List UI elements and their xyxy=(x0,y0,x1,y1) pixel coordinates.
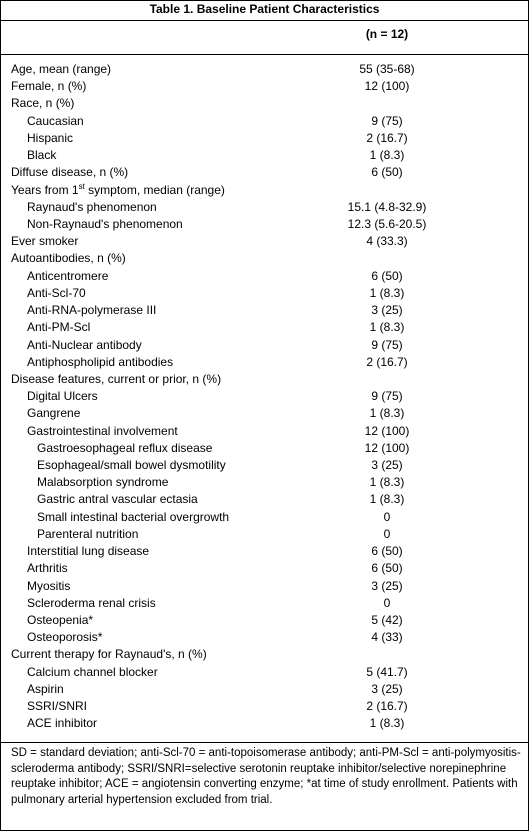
row-value: 3 (25) xyxy=(371,578,403,593)
table-row xyxy=(1,612,528,629)
row-label: Gastrointestinal involvement xyxy=(27,423,178,438)
row-value: 12.3 (5.6-20.5) xyxy=(347,216,427,231)
row-label: Gastroesophageal reflux disease xyxy=(37,440,213,455)
row-label: Black xyxy=(27,148,57,163)
row-value: 3 (25) xyxy=(371,303,403,318)
row-label: Parenteral nutrition xyxy=(37,526,139,541)
row-value: 1 (8.3) xyxy=(369,320,405,335)
row-label: ACE inhibitor xyxy=(27,716,98,731)
row-value: 5 (42) xyxy=(371,613,403,627)
row-value: 3 (25) xyxy=(371,458,403,473)
table-row xyxy=(1,681,528,698)
column-header-n: (n = 12) xyxy=(365,27,409,41)
footnote-divider xyxy=(1,742,528,743)
table-row xyxy=(1,388,528,405)
row-value: 9 (75) xyxy=(371,337,403,352)
row-label: Age, mean (range) xyxy=(11,62,112,76)
row-label: Race, n (%) xyxy=(11,96,75,111)
row-value: 1 (8.3) xyxy=(369,716,405,731)
table-row xyxy=(1,509,528,526)
table-row xyxy=(1,147,528,164)
row-label: Osteoporosis* xyxy=(27,630,103,645)
row-label: Interstitial lung disease xyxy=(27,544,150,559)
row-label: Malabsorption syndrome xyxy=(37,475,169,490)
row-label: Anti-Scl-70 xyxy=(27,285,86,300)
row-label: Caucasian xyxy=(27,113,84,128)
row-value: 3 (25) xyxy=(371,681,403,696)
row-value: 9 (75) xyxy=(371,389,403,404)
row-label: Antiphospholipid antibodies xyxy=(27,354,174,369)
table-row xyxy=(1,182,528,199)
row-label: Diffuse disease, n (%) xyxy=(11,165,129,180)
table-row xyxy=(1,95,528,112)
table-row xyxy=(1,629,528,646)
row-label: Osteopenia* xyxy=(27,613,94,627)
row-label: Anti-PM-Scl xyxy=(27,320,91,335)
row-value: 1 (8.3) xyxy=(369,406,405,421)
row-label: Hispanic xyxy=(27,130,74,145)
table-row xyxy=(1,526,528,543)
table-row xyxy=(1,423,528,440)
table-row xyxy=(1,405,528,422)
row-value: 4 (33) xyxy=(371,630,403,645)
row-value: 1 (8.3) xyxy=(369,148,405,163)
table-row xyxy=(1,113,528,130)
table-row xyxy=(1,474,528,491)
row-label: Current therapy for Raynaud's, n (%) xyxy=(11,647,207,662)
table-row xyxy=(1,199,528,216)
row-label: Esophageal/small bowel dysmotility xyxy=(37,458,226,473)
table-row xyxy=(1,302,528,319)
row-label: Gastric antral vascular ectasia xyxy=(37,492,198,507)
row-value: 12 (100) xyxy=(364,79,410,94)
row-value: 6 (50) xyxy=(371,165,403,180)
row-label: Gangrene xyxy=(27,406,81,421)
table-row xyxy=(1,371,528,388)
row-value: 4 (33.3) xyxy=(366,234,408,249)
row-value: 55 (35-68) xyxy=(359,62,415,76)
table-row xyxy=(1,664,528,681)
table-row xyxy=(1,715,528,732)
row-label: Anticentromere xyxy=(27,268,109,283)
table-row xyxy=(1,491,528,508)
row-value: 12 (100) xyxy=(364,423,410,438)
row-value: 5 (41.7) xyxy=(366,664,408,679)
table-row xyxy=(1,61,528,78)
table-row xyxy=(1,440,528,457)
row-label: Female, n (%) xyxy=(11,79,87,94)
row-value: 1 (8.3) xyxy=(369,285,405,300)
row-value: 15.1 (4.8-32.9) xyxy=(347,199,427,214)
row-label: Autoantibodies, n (%) xyxy=(11,251,126,266)
table-row xyxy=(1,268,528,285)
table-footnote: SD = standard deviation; anti-Scl-70 = anti-topoisomerase antibody; anti-PM-Scl = anti-polymyositis-scleroderma antibody; SSRI/SNRI=selective serotonin reuptake inhibitor/selective norepinephrine reuptake inhibitor; ACE = angiotensin converting enzyme; *at time of study enrollment. Patients with pulmonary arterial hypertension excluded from trial. xyxy=(11,747,521,806)
table-row xyxy=(1,578,528,595)
table-row xyxy=(1,285,528,302)
row-label: Raynaud's phenomenon xyxy=(27,199,157,214)
table-row xyxy=(1,457,528,474)
table-row xyxy=(1,233,528,250)
row-value: 9 (75) xyxy=(371,113,403,128)
table-body xyxy=(1,55,528,733)
row-value: 6 (50) xyxy=(371,268,403,283)
table-row xyxy=(1,78,528,95)
table-row xyxy=(1,646,528,663)
row-value: 0 xyxy=(383,509,391,524)
row-value: 2 (16.7) xyxy=(366,699,408,714)
table-row xyxy=(1,337,528,354)
row-value: 0 xyxy=(383,526,391,541)
table-title: Table 1. Baseline Patient Characteristics xyxy=(1,1,528,21)
column-header-row xyxy=(1,21,528,55)
row-value: 12 (100) xyxy=(364,440,410,455)
row-label: SSRI/SNRI xyxy=(27,699,88,714)
row-label: Disease features, current or prior, n (%) xyxy=(11,371,222,386)
row-label: Calcium channel blocker xyxy=(27,664,158,679)
row-label: Arthritis xyxy=(27,561,68,576)
table-row xyxy=(1,164,528,181)
row-label: Ever smoker xyxy=(11,234,79,249)
table-row xyxy=(1,595,528,612)
row-label: Digital Ulcers xyxy=(27,389,98,404)
row-label: Anti-RNA-polymerase III xyxy=(27,303,157,318)
row-label: Anti-Nuclear antibody xyxy=(27,337,142,352)
row-label: Aspirin xyxy=(27,681,64,696)
table-row xyxy=(1,698,528,715)
table-row xyxy=(1,560,528,577)
table-row xyxy=(1,130,528,147)
row-label: Small intestinal bacterial overgrowth xyxy=(37,509,230,524)
row-value: 2 (16.7) xyxy=(366,130,408,145)
table-row xyxy=(1,319,528,336)
table-row xyxy=(1,354,528,371)
row-value: 6 (50) xyxy=(371,544,403,559)
table-row xyxy=(1,543,528,560)
row-value: 1 (8.3) xyxy=(369,475,405,490)
row-label: Years from 1st symptom, median (range) xyxy=(11,181,225,197)
table-row xyxy=(1,250,528,267)
table-row xyxy=(1,216,528,233)
row-label: Scleroderma renal crisis xyxy=(27,595,156,610)
row-value: 1 (8.3) xyxy=(369,492,405,507)
row-value: 0 xyxy=(383,595,391,610)
row-label: Myositis xyxy=(27,578,71,593)
row-value: 2 (16.7) xyxy=(366,354,408,369)
row-label: Non-Raynaud's phenomenon xyxy=(27,216,183,231)
row-value: 6 (50) xyxy=(371,561,403,576)
